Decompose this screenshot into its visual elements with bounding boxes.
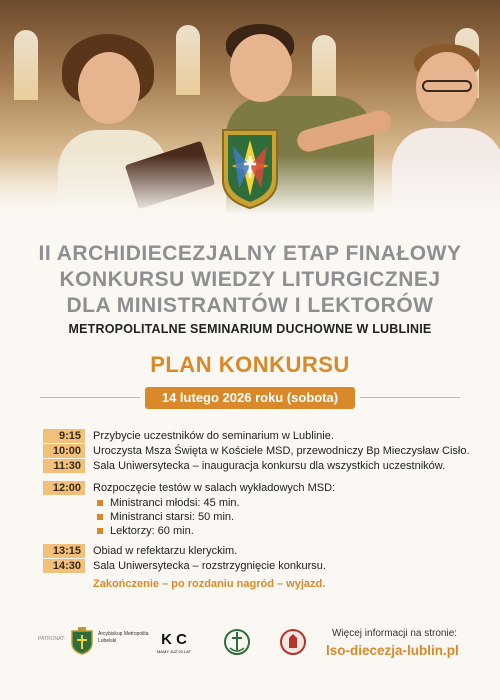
- schedule-desc: Uroczysta Msza Święta w Kościele MSD, przewodniczy Bp Mieczysław Cisło.: [93, 445, 470, 457]
- schedule-desc: Sala Uniwersytecka – rozstrzygnięcie konkursu.: [93, 560, 326, 572]
- schedule-time: 13:15: [43, 544, 85, 558]
- schedule-desc: Rozpoczęcie testów w salach wykładowych MSD:: [93, 482, 336, 494]
- schedule-desc: Obiad w refektarzu kleryckim.: [93, 545, 238, 557]
- test-item-label: Ministranci starsi: 50 min.: [110, 511, 235, 523]
- liturgical-emblem-icon: [219, 126, 281, 210]
- schedule-time: 11:30: [43, 459, 85, 473]
- schedule-row: [0, 429, 500, 445]
- schedule-row: [0, 481, 500, 497]
- title-line-2: KONKURSU WIEDZY LITURGICZNEJ: [59, 268, 441, 291]
- schedule-time: 12:00: [43, 481, 85, 495]
- schedule-row: [0, 444, 500, 460]
- divider-right: [360, 397, 460, 398]
- kc-logo: [154, 629, 194, 657]
- schedule-time: 9:15: [43, 429, 85, 443]
- schedule-row: [0, 544, 500, 560]
- test-item: [0, 524, 500, 540]
- website-link[interactable]: lso-diecezja-lublin.pl: [326, 643, 459, 658]
- schedule-row: [0, 559, 500, 575]
- date-badge: 14 lutego 2026 roku (sobota): [145, 387, 355, 409]
- patron-label: PATRONAT:: [38, 636, 65, 642]
- plan-heading: PLAN KONKURSU: [150, 352, 350, 377]
- bullet-square-icon: [97, 514, 103, 520]
- bullet-square-icon: [97, 500, 103, 506]
- schedule-desc: Przybycie uczestników do seminarium w Lublinie.: [93, 430, 334, 442]
- kc-logo-mark: K C: [161, 631, 187, 648]
- divider-left: [40, 397, 140, 398]
- bullet-square-icon: [97, 528, 103, 534]
- coat-of-arms-icon: [70, 627, 94, 655]
- kc-logo-caption: MAMY JUŻ 20 LAT: [156, 649, 192, 654]
- schedule-row: [0, 459, 500, 475]
- schedule-desc: Sala Uniwersytecka – inauguracja konkursu dla wszystkich uczestników.: [93, 460, 446, 472]
- ending-note: Zakończenie – po rozdaniu nagród – wyjazd.: [93, 578, 326, 590]
- seminary-subtitle: METROPOLITALNE SEMINARIUM DUCHOWNE W LUBLINIE: [68, 322, 432, 336]
- title-line-1: II ARCHIDIECEZJALNY ETAP FINAŁOWY: [38, 242, 462, 265]
- diocese-emblem-icon: [224, 628, 250, 656]
- title-line-3: DLA MINISTRANTÓW I LEKTORÓW: [66, 294, 434, 317]
- archbishop-logo: [70, 627, 150, 657]
- more-info-label: Więcej informacji na stronie:: [332, 628, 458, 639]
- schedule-time: 10:00: [43, 444, 85, 458]
- test-item-label: Lektorzy: 60 min.: [110, 525, 194, 537]
- seminary-seal-icon: [280, 628, 306, 656]
- test-item-label: Ministranci młodsi: 45 min.: [110, 497, 240, 509]
- archbishop-logo-text: Arcybiskup Metropolita Lubelski: [98, 631, 149, 644]
- schedule-time: 14:30: [43, 559, 85, 573]
